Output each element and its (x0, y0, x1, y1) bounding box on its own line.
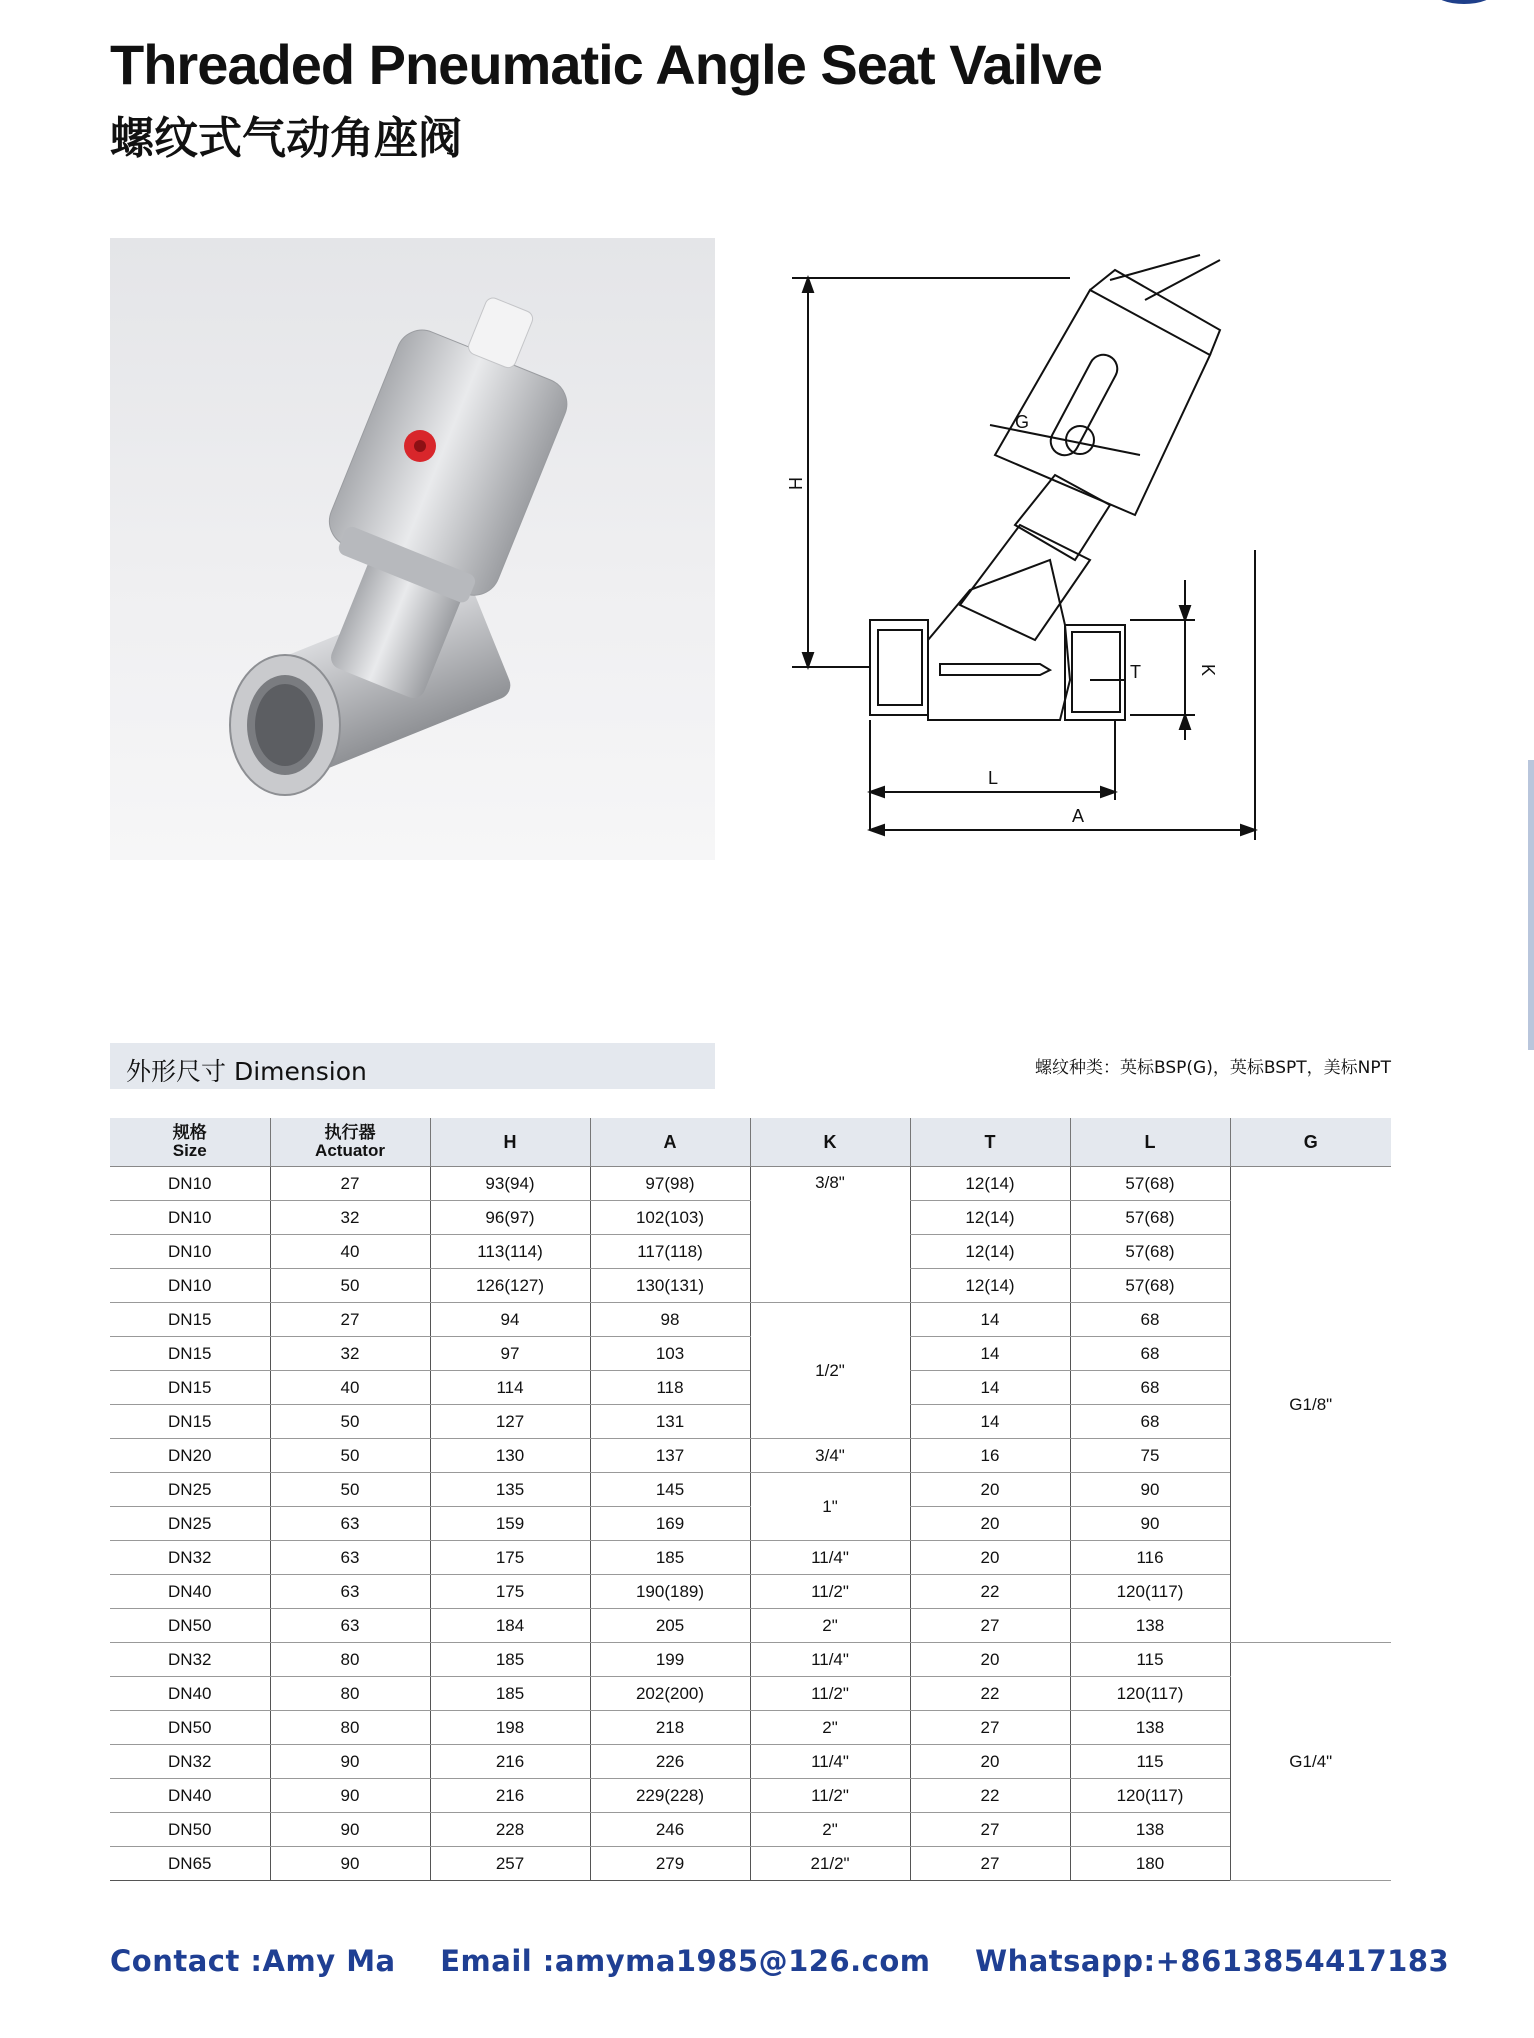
table-row (110, 1847, 1391, 1881)
table-row (110, 1473, 1391, 1507)
cell-size: DN25 (110, 1473, 270, 1507)
cell-t: 27 (910, 1609, 1070, 1643)
label-l: L (988, 768, 999, 788)
cell-k: 11/4" (750, 1541, 910, 1575)
cell-size: DN50 (110, 1711, 270, 1745)
table-row (110, 1643, 1391, 1677)
cell-k: 1/2" (750, 1303, 910, 1439)
cell-l: 57(68) (1070, 1235, 1230, 1269)
header-h: H (430, 1118, 590, 1167)
cell-h: 159 (430, 1507, 590, 1541)
cell-t: 20 (910, 1541, 1070, 1575)
cell-size: DN32 (110, 1541, 270, 1575)
cell-a: 103 (590, 1337, 750, 1371)
cell-t: 14 (910, 1405, 1070, 1439)
cell-a: 279 (590, 1847, 750, 1881)
cell-h: 113(114) (430, 1235, 590, 1269)
cell-t: 16 (910, 1439, 1070, 1473)
cell-k: 11/4" (750, 1745, 910, 1779)
table-row (110, 1609, 1391, 1643)
cell-size: DN20 (110, 1439, 270, 1473)
header-actuator: 执行器 Actuator (270, 1118, 430, 1167)
cell-h: 228 (430, 1813, 590, 1847)
contact-name: Contact :Amy Ma (110, 1944, 396, 1978)
cell-a: 102(103) (590, 1201, 750, 1235)
cell-l: 68 (1070, 1303, 1230, 1337)
g-port-circle (1066, 426, 1094, 454)
cell-actuator: 40 (270, 1235, 430, 1269)
cell-actuator: 40 (270, 1371, 430, 1405)
cell-a: 202(200) (590, 1677, 750, 1711)
cell-h: 185 (430, 1643, 590, 1677)
cell-a: 185 (590, 1541, 750, 1575)
cell-t: 12(14) (910, 1235, 1070, 1269)
cell-l: 120(117) (1070, 1677, 1230, 1711)
cell-h: 93(94) (430, 1167, 590, 1201)
cell-t: 22 (910, 1575, 1070, 1609)
cell-actuator: 27 (270, 1303, 430, 1337)
header-g: G (1230, 1118, 1391, 1167)
table-row (110, 1303, 1391, 1337)
cell-k: 2" (750, 1711, 910, 1745)
cell-a: 169 (590, 1507, 750, 1541)
dimension-section-header (110, 1043, 715, 1089)
dimension-table (110, 1118, 1391, 1881)
cell-size: DN15 (110, 1371, 270, 1405)
cell-size: DN65 (110, 1847, 270, 1881)
cell-h: 198 (430, 1711, 590, 1745)
cell-a: 218 (590, 1711, 750, 1745)
page-title-chinese: 螺纹式气动角座阀 (110, 113, 462, 164)
cell-size: DN40 (110, 1575, 270, 1609)
section-title: 外形尺寸 Dimension (126, 1057, 367, 1086)
table-row (110, 1541, 1391, 1575)
contact-footer (110, 1944, 1449, 1978)
cell-a: 190(189) (590, 1575, 750, 1609)
cell-a: 97(98) (590, 1167, 750, 1201)
cell-size: DN15 (110, 1405, 270, 1439)
cell-k: 3/4" (750, 1439, 910, 1473)
cell-size: DN50 (110, 1813, 270, 1847)
cell-k: 3/8" (750, 1167, 910, 1303)
cell-a: 130(131) (590, 1269, 750, 1303)
cell-h: 94 (430, 1303, 590, 1337)
cell-size: DN15 (110, 1303, 270, 1337)
cell-k: 11/2" (750, 1779, 910, 1813)
cell-h: 126(127) (430, 1269, 590, 1303)
table-row (110, 1575, 1391, 1609)
cell-l: 68 (1070, 1337, 1230, 1371)
cell-a: 205 (590, 1609, 750, 1643)
table-header-row (110, 1118, 1391, 1167)
cell-a: 226 (590, 1745, 750, 1779)
valve-body-outline (928, 560, 1070, 720)
cell-l: 120(117) (1070, 1779, 1230, 1813)
cell-g: G1/4" (1230, 1643, 1391, 1881)
cell-l: 90 (1070, 1507, 1230, 1541)
cell-actuator: 90 (270, 1813, 430, 1847)
cell-a: 199 (590, 1643, 750, 1677)
cell-size: DN10 (110, 1235, 270, 1269)
cell-l: 138 (1070, 1711, 1230, 1745)
label-h: H (786, 477, 806, 490)
cell-t: 22 (910, 1677, 1070, 1711)
cell-actuator: 50 (270, 1405, 430, 1439)
cell-k: 11/4" (750, 1643, 910, 1677)
cell-a: 118 (590, 1371, 750, 1405)
header-a: A (590, 1118, 750, 1167)
cell-actuator: 63 (270, 1609, 430, 1643)
cell-h: 184 (430, 1609, 590, 1643)
cell-k: 2" (750, 1813, 910, 1847)
cell-size: DN40 (110, 1779, 270, 1813)
cell-l: 115 (1070, 1643, 1230, 1677)
table-row (110, 1745, 1391, 1779)
cell-l: 90 (1070, 1473, 1230, 1507)
cell-k: 21/2" (750, 1847, 910, 1881)
cell-t: 12(14) (910, 1201, 1070, 1235)
page-title: Threaded Pneumatic Angle Seat Vailve (110, 33, 1103, 96)
cell-size: DN32 (110, 1745, 270, 1779)
header-l: L (1070, 1118, 1230, 1167)
cell-size: DN32 (110, 1643, 270, 1677)
cell-t: 20 (910, 1507, 1070, 1541)
header-k: K (750, 1118, 910, 1167)
actuator-outline (995, 290, 1210, 515)
cell-size: DN40 (110, 1677, 270, 1711)
cell-actuator: 80 (270, 1677, 430, 1711)
cell-t: 20 (910, 1745, 1070, 1779)
cell-h: 114 (430, 1371, 590, 1405)
cell-l: 68 (1070, 1405, 1230, 1439)
cell-actuator: 50 (270, 1439, 430, 1473)
contact-whatsapp: Whatsapp:+8613854417183 (975, 1944, 1450, 1978)
cell-h: 175 (430, 1575, 590, 1609)
cell-t: 20 (910, 1643, 1070, 1677)
cell-k: 1" (750, 1473, 910, 1541)
cell-l: 138 (1070, 1609, 1230, 1643)
thread-type-note: 螺纹种类：英标BSP(G)，英标BSPT，美标NPT (1035, 1058, 1391, 1078)
cell-actuator: 27 (270, 1167, 430, 1201)
table-row (110, 1813, 1391, 1847)
cell-t: 14 (910, 1337, 1070, 1371)
cell-size: DN10 (110, 1269, 270, 1303)
cell-a: 137 (590, 1439, 750, 1473)
cell-h: 97 (430, 1337, 590, 1371)
cell-h: 135 (430, 1473, 590, 1507)
cell-size: DN25 (110, 1507, 270, 1541)
cell-actuator: 63 (270, 1575, 430, 1609)
cell-a: 229(228) (590, 1779, 750, 1813)
header-t: T (910, 1118, 1070, 1167)
table-row (110, 1167, 1391, 1201)
cell-k: 11/2" (750, 1575, 910, 1609)
cell-actuator: 90 (270, 1847, 430, 1881)
header-size: 规格 Size (110, 1118, 270, 1167)
cell-actuator: 90 (270, 1779, 430, 1813)
cell-l: 138 (1070, 1813, 1230, 1847)
cell-actuator: 32 (270, 1201, 430, 1235)
cell-a: 131 (590, 1405, 750, 1439)
cell-k: 2" (750, 1609, 910, 1643)
corner-decoration (1434, 0, 1494, 4)
table-row (110, 1439, 1391, 1473)
cell-a: 117(118) (590, 1235, 750, 1269)
cell-a: 246 (590, 1813, 750, 1847)
cell-t: 12(14) (910, 1167, 1070, 1201)
cell-t: 27 (910, 1711, 1070, 1745)
cell-h: 216 (430, 1745, 590, 1779)
page-edge-mark (1528, 760, 1534, 1050)
cell-actuator: 32 (270, 1337, 430, 1371)
label-t: T (1130, 662, 1141, 682)
cell-size: DN10 (110, 1201, 270, 1235)
cell-actuator: 63 (270, 1507, 430, 1541)
cell-h: 257 (430, 1847, 590, 1881)
cell-actuator: 80 (270, 1711, 430, 1745)
cell-a: 145 (590, 1473, 750, 1507)
cell-t: 12(14) (910, 1269, 1070, 1303)
label-g: G (1015, 412, 1030, 432)
cell-g: G1/8" (1230, 1167, 1391, 1643)
cell-t: 27 (910, 1847, 1070, 1881)
cell-a: 98 (590, 1303, 750, 1337)
cell-size: DN50 (110, 1609, 270, 1643)
valve-actuator (318, 271, 595, 612)
cell-t: 27 (910, 1813, 1070, 1847)
cell-l: 116 (1070, 1541, 1230, 1575)
table-row (110, 1677, 1391, 1711)
cell-actuator: 63 (270, 1541, 430, 1575)
cell-size: DN10 (110, 1167, 270, 1201)
label-a: A (1072, 806, 1085, 826)
cell-size: DN15 (110, 1337, 270, 1371)
cell-t: 14 (910, 1303, 1070, 1337)
valve-photo-illustration (110, 238, 715, 860)
cell-t: 14 (910, 1371, 1070, 1405)
cell-t: 20 (910, 1473, 1070, 1507)
cell-h: 216 (430, 1779, 590, 1813)
cell-l: 180 (1070, 1847, 1230, 1881)
cell-actuator: 50 (270, 1269, 430, 1303)
cell-actuator: 80 (270, 1643, 430, 1677)
cell-h: 127 (430, 1405, 590, 1439)
cell-h: 96(97) (430, 1201, 590, 1235)
cell-k: 11/2" (750, 1677, 910, 1711)
table-row (110, 1711, 1391, 1745)
cell-l: 120(117) (1070, 1575, 1230, 1609)
cell-l: 68 (1070, 1371, 1230, 1405)
dimension-drawing (786, 260, 1310, 850)
cell-actuator: 50 (270, 1473, 430, 1507)
cell-l: 75 (1070, 1439, 1230, 1473)
cell-l: 57(68) (1070, 1269, 1230, 1303)
table-row (110, 1779, 1391, 1813)
cell-t: 22 (910, 1779, 1070, 1813)
product-photo (110, 238, 715, 860)
cell-h: 130 (430, 1439, 590, 1473)
cell-l: 115 (1070, 1745, 1230, 1779)
contact-email: Email :amyma1985@126.com (440, 1944, 931, 1978)
cell-h: 175 (430, 1541, 590, 1575)
label-k: K (1198, 664, 1218, 677)
cell-actuator: 90 (270, 1745, 430, 1779)
cell-l: 57(68) (1070, 1167, 1230, 1201)
cell-l: 57(68) (1070, 1201, 1230, 1235)
cell-h: 185 (430, 1677, 590, 1711)
